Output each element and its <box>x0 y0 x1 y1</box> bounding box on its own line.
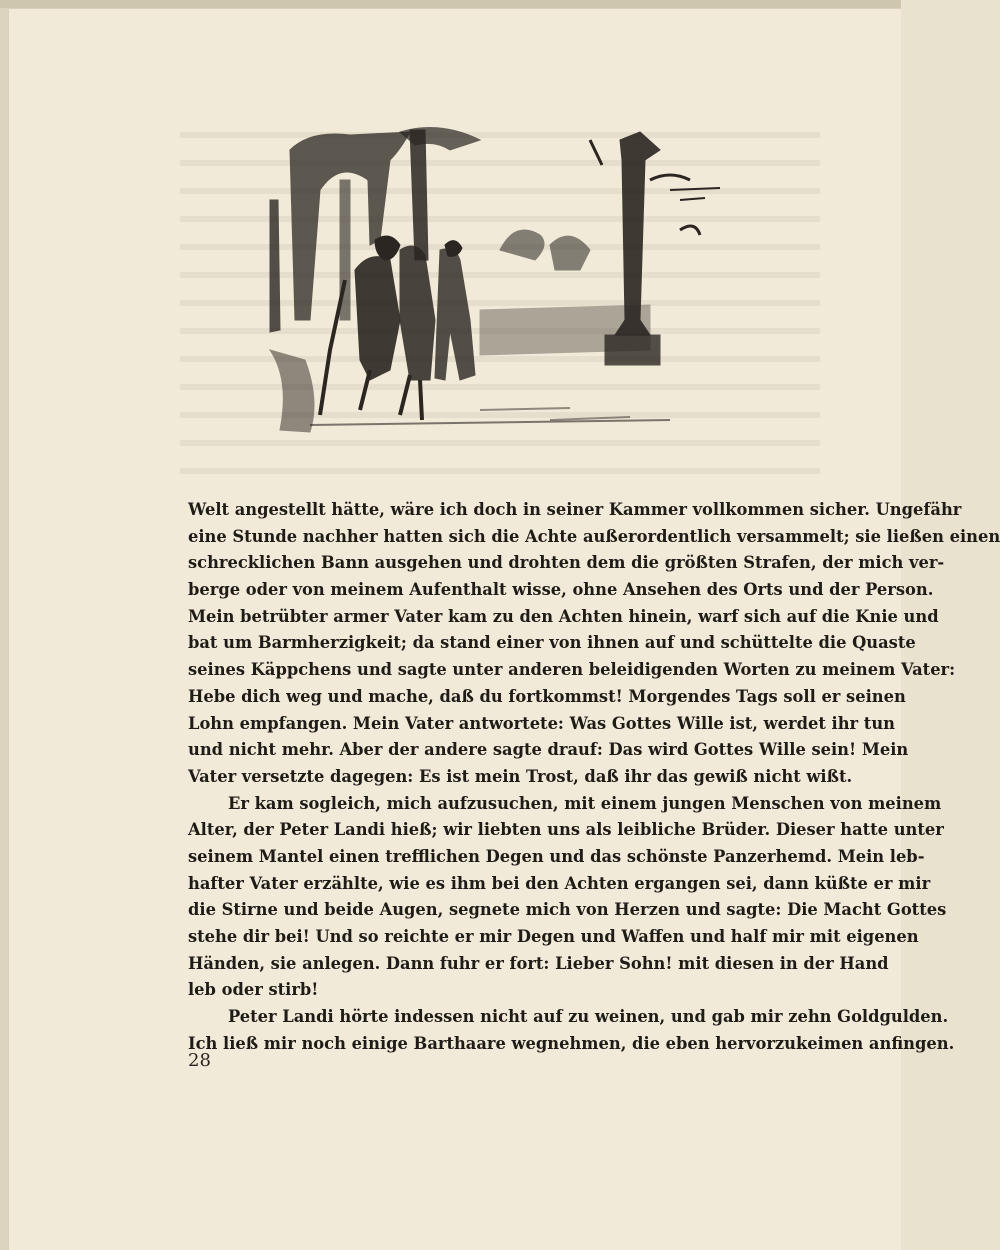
text-line: Er kam sogleich, mich aufzusuchen, mit einem jungen Menschen von meinem <box>228 793 942 813</box>
text-line: seinem Mantel einen trefflichen Degen und das schönste Panzerhemd. Mein leb- <box>188 846 925 866</box>
text-line: eine Stunde nachher hatten sich die Achte außerordentlich versammelt; sie ließen einen <box>188 526 1000 546</box>
text-line: berge oder von meinem Aufenthalt wisse, ohne Ansehen des Orts und der Person. <box>188 580 934 600</box>
text-line: Ich ließ mir noch einige Barthaare wegnehmen, die eben hervorzukeimen anfingen. <box>188 1033 955 1053</box>
text-line: Vater versetzte dagegen: Es ist mein Trost, daß ihr das gewiß nicht wißt. <box>188 766 853 786</box>
top-edge <box>0 0 901 8</box>
text-line: Alter, der Peter Landi hieß; wir liebten uns als leibliche Brüder. Dieser hatte unter <box>188 820 944 840</box>
text-line: stehe dir bei! Und so reichte er mir Degen und Waffen und half mir mit eigenen <box>188 927 919 946</box>
page-number: 28 <box>188 1050 211 1071</box>
text-line: und nicht mehr. Aber der andere sagte drauf: Das wird Gottes Wille sein! Mein <box>188 740 909 760</box>
text-line: Hebe dich weg und mache, daß du fortkommst! Morgendes Tags soll er seinen <box>188 686 906 706</box>
text-line: Lohn empfangen. Mein Vater antwortete: Was Gottes Wille ist, werdet ihr tun <box>188 713 895 733</box>
text-line: bat um Barmherzigkeit; da stand einer von ihnen auf und schüttelte die Quaste <box>188 633 916 653</box>
body-text <box>188 497 1000 1057</box>
text-line: Peter Landi hörte indessen nicht auf zu weinen, und gab mir zehn Goldgulden. <box>228 1007 949 1027</box>
page-gutter <box>0 8 8 1250</box>
text-line: leb oder stirb! <box>188 980 319 1000</box>
lithograph-illustration <box>250 120 750 450</box>
text-line: hafter Vater erzählte, wie es ihm bei den Achten ergangen sei, dann küßte er mir <box>188 873 931 893</box>
text-line: schrecklichen Bann ausgehen und drohten dem die größten Strafen, der mich ver- <box>188 553 945 573</box>
text-line: Welt angestellt hätte, wäre ich doch in seiner Kammer vollkommen sicher. Ungefähr <box>188 500 962 519</box>
text-line: Mein betrübter armer Vater kam zu den Achten hinein, warf sich auf die Knie und <box>188 606 939 626</box>
text-line: die Stirne und beide Augen, segnete mich von Herzen und sagte: Die Macht Gottes <box>188 900 947 920</box>
text-line: seines Käppchens und sagte unter anderen beleidigenden Worten zu meinem Vater: <box>188 660 956 680</box>
text-line: Händen, sie anlegen. Dann fuhr er fort: Lieber Sohn! mit diesen in der Hand <box>188 953 889 973</box>
